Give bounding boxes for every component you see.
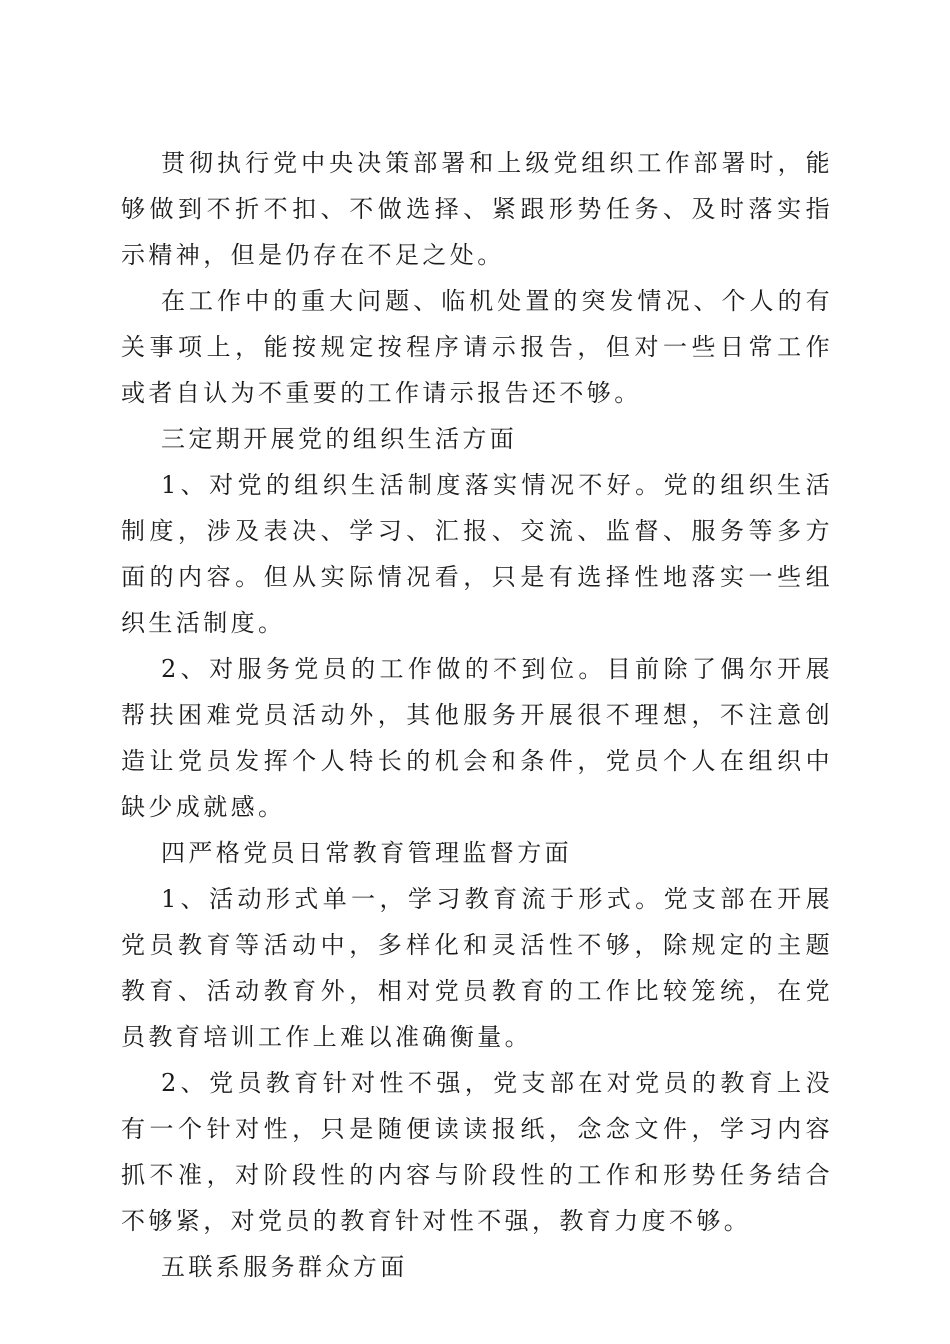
section-heading-member-education: 四严格党员日常教育管理监督方面 — [161, 839, 572, 867]
paragraph-member-education-1: 1、活动形式单一，学习教育流于形式。党支部在开展党员教育等活动中，多样化和灵活性不够，除规定的主题教育、活动教育外，相对党员教育的工作比较笼统，在党员教育培训工作上难以准确衡量。 — [121, 885, 833, 1051]
paragraph-organization-life-2: 2、对服务党员的工作做的不到位。目前除了偶尔开展帮扶困难党员活动外，其他服务开展很不理想，不注意创造让党员发挥个人特长的机会和条件，党员个人在组织中缺少成就感。 — [121, 655, 833, 821]
paragraph-organization-life-1: 1、对党的组织生活制度落实情况不好。党的组织生活制度，涉及表决、学习、汇报、交流、监督、服务等多方面的内容。但从实际情况看，只是有选择性地落实一些组织生活制度。 — [121, 471, 833, 637]
paragraph-reporting: 在工作中的重大问题、临机处置的突发情况、个人的有关事项上，能按规定按程序请示报告，但对一些日常工作或者自认为不重要的工作请示报告还不够。 — [121, 287, 833, 407]
paragraph-member-education-2: 2、党员教育针对性不强，党支部在对党员的教育上没有一个针对性，只是随便读读报纸，念念文件，学习内容抓不准，对阶段性的内容与阶段性的工作和形势任务结合不够紧，对党员的教育针对性不强，教育力度不够。 — [121, 1069, 833, 1235]
document-body — [121, 140, 833, 1290]
paragraph-execution: 贯彻执行党中央决策部署和上级党组织工作部署时，能够做到不折不扣、不做选择、紧跟形势任务、及时落实指示精神，但是仍存在不足之处。 — [121, 149, 833, 269]
section-heading-organization-life: 三定期开展党的组织生活方面 — [161, 425, 518, 453]
section-heading-serving-masses: 五联系服务群众方面 — [161, 1253, 408, 1281]
